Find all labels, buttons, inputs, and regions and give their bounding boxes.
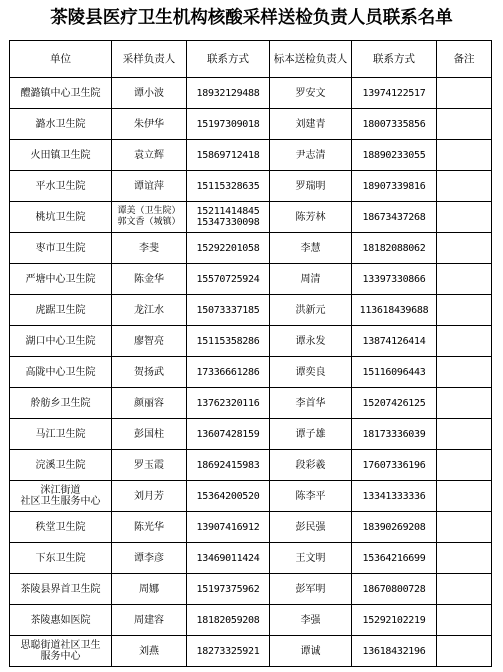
cell-courier-text: 谭奕良	[295, 366, 326, 378]
cell-sampler-text: 罗玉霞	[134, 459, 164, 471]
cell-sampler-phone	[187, 450, 270, 481]
cell-unit-text: 茶陵县界首卫生院	[20, 583, 101, 595]
cell-sampler-text: 谭美（卫生院）	[117, 206, 181, 216]
cell-courier-text: 周清	[300, 273, 321, 285]
header-sampler-phone: 联系方式	[187, 41, 270, 78]
cell-sampler	[112, 202, 187, 233]
cell-sampler-phone	[187, 357, 270, 388]
cell-sampler-phone	[187, 78, 270, 109]
cell-sampler-phone-text: 15115328635	[196, 180, 260, 192]
cell-unit-text: 严塘中心卫生院	[25, 273, 96, 285]
cell-unit	[10, 326, 112, 357]
cell-note	[437, 574, 492, 605]
cell-courier-text: 段彩羲	[295, 459, 326, 471]
cell-sampler-phone-text: 18273325921	[196, 645, 260, 657]
cell-courier-phone-text: 113618439688	[359, 304, 429, 316]
cell-note	[437, 326, 492, 357]
cell-courier-phone-text: 18007335856	[362, 118, 426, 130]
cell-sampler-text: 谭李彦	[134, 552, 164, 564]
table-row	[10, 388, 492, 419]
cell-sampler-phone	[187, 202, 270, 233]
cell-sampler	[112, 233, 187, 264]
cell-courier-phone-text: 13397330866	[362, 273, 426, 285]
cell-unit	[10, 636, 112, 667]
cell-courier-text: 谭诚	[300, 645, 321, 657]
table-row	[10, 605, 492, 636]
cell-courier-phone-text: 13618432196	[362, 645, 426, 657]
table-row	[10, 419, 492, 450]
table-row	[10, 574, 492, 605]
cell-courier	[270, 636, 352, 667]
cell-sampler-phone-text: 15570725924	[196, 273, 260, 285]
cell-courier-phone	[352, 295, 437, 326]
cell-courier-text: 李慧	[300, 242, 321, 254]
cell-courier-text: 陈芳林	[295, 211, 326, 223]
cell-courier-phone-text: 15292102219	[362, 614, 426, 626]
cell-sampler	[112, 264, 187, 295]
cell-courier	[270, 512, 352, 543]
cell-courier	[270, 481, 352, 512]
cell-unit-text: 社区卫生服务中心	[20, 496, 101, 507]
cell-note	[437, 171, 492, 202]
cell-sampler-phone-text: 15115358286	[196, 335, 260, 347]
cell-courier-phone-text: 13341333336	[362, 490, 426, 502]
cell-sampler	[112, 512, 187, 543]
cell-sampler-text: 郭文香（城镇）	[117, 217, 181, 227]
cell-note	[437, 264, 492, 295]
cell-unit-text: 茶陵惠如医院	[30, 614, 91, 626]
table-row	[10, 233, 492, 264]
cell-unit	[10, 481, 112, 512]
cell-sampler-phone	[187, 109, 270, 140]
cell-sampler	[112, 574, 187, 605]
table-body	[10, 78, 492, 667]
cell-unit	[10, 512, 112, 543]
cell-courier-phone	[352, 78, 437, 109]
cell-note	[437, 450, 492, 481]
cell-courier-phone	[352, 388, 437, 419]
cell-courier-phone	[352, 605, 437, 636]
cell-courier-phone	[352, 481, 437, 512]
cell-courier	[270, 171, 352, 202]
contact-table	[9, 40, 492, 667]
cell-note	[437, 419, 492, 450]
cell-unit-text: 洣江街道	[40, 485, 81, 496]
cell-unit	[10, 357, 112, 388]
table-row	[10, 357, 492, 388]
table-row	[10, 481, 492, 512]
cell-courier-text: 彭民强	[295, 521, 326, 533]
cell-courier-phone-text: 18182088062	[362, 242, 426, 254]
cell-courier-phone-text: 13874126414	[362, 335, 426, 347]
header-unit: 单位	[10, 41, 112, 78]
cell-sampler-text: 周娜	[139, 583, 159, 595]
cell-sampler	[112, 481, 187, 512]
cell-unit-text: 思聪街道社区卫生	[20, 640, 101, 651]
cell-sampler-text: 刘燕	[139, 645, 159, 657]
cell-sampler-phone	[187, 419, 270, 450]
cell-courier	[270, 357, 352, 388]
cell-courier-phone	[352, 636, 437, 667]
cell-sampler-phone	[187, 233, 270, 264]
cell-sampler	[112, 295, 187, 326]
cell-unit-text: 舲舫乡卫生院	[30, 397, 91, 409]
cell-sampler-text: 颜丽容	[134, 397, 164, 409]
cell-courier-phone	[352, 543, 437, 574]
cell-sampler-phone-text: 15211414845	[196, 206, 260, 217]
cell-note	[437, 636, 492, 667]
cell-courier-phone-text: 15364216699	[362, 552, 426, 564]
cell-sampler-text: 贺扬武	[134, 366, 164, 378]
cell-unit	[10, 78, 112, 109]
cell-courier-phone	[352, 109, 437, 140]
cell-sampler-phone	[187, 140, 270, 171]
cell-courier	[270, 605, 352, 636]
cell-unit	[10, 388, 112, 419]
cell-unit	[10, 419, 112, 450]
cell-courier	[270, 78, 352, 109]
cell-note	[437, 140, 492, 171]
cell-unit-text: 枣市卫生院	[35, 242, 86, 254]
cell-courier-phone	[352, 264, 437, 295]
cell-courier-phone-text: 18907339816	[362, 180, 426, 192]
cell-unit	[10, 171, 112, 202]
cell-sampler-phone-text: 18932129488	[196, 87, 260, 99]
cell-courier-text: 谭永发	[295, 335, 326, 347]
cell-courier	[270, 543, 352, 574]
table-row	[10, 264, 492, 295]
cell-courier	[270, 140, 352, 171]
cell-unit-text: 马江卫生院	[35, 428, 86, 440]
cell-sampler-phone-text: 13762320116	[196, 397, 260, 409]
header-courier: 标本送检负责人	[270, 41, 352, 78]
cell-sampler-phone	[187, 605, 270, 636]
cell-note	[437, 202, 492, 233]
cell-note	[437, 481, 492, 512]
cell-unit	[10, 450, 112, 481]
table-row	[10, 512, 492, 543]
cell-courier-text: 刘建青	[295, 118, 326, 130]
cell-unit	[10, 295, 112, 326]
cell-sampler-phone-text: 17336661286	[196, 366, 260, 378]
table-row	[10, 326, 492, 357]
cell-unit-text: 湖口中心卫生院	[25, 335, 96, 347]
cell-unit-text: 潞水卫生院	[35, 118, 86, 130]
cell-courier-phone-text: 18670800728	[362, 583, 426, 595]
cell-courier-phone-text: 18390269208	[362, 521, 426, 533]
page-title: 茶陵县医疗卫生机构核酸采样送检负责人员联系名单	[50, 8, 453, 28]
cell-courier	[270, 233, 352, 264]
cell-courier	[270, 109, 352, 140]
cell-sampler-phone	[187, 636, 270, 667]
cell-sampler-phone-text: 18182059208	[196, 614, 260, 626]
cell-courier-phone	[352, 202, 437, 233]
cell-sampler-phone	[187, 543, 270, 574]
cell-unit	[10, 605, 112, 636]
cell-sampler-phone-text: 13907416912	[196, 521, 260, 533]
table-header-row	[10, 41, 492, 78]
cell-note	[437, 357, 492, 388]
table-row	[10, 636, 492, 667]
cell-courier-phone	[352, 357, 437, 388]
cell-unit-text: 火田镇卫生院	[30, 149, 91, 161]
cell-sampler-text: 廖智亮	[134, 335, 164, 347]
cell-courier	[270, 202, 352, 233]
cell-sampler-phone-text: 15073337185	[196, 304, 260, 316]
cell-courier-text: 罗安文	[295, 87, 326, 99]
table-row	[10, 78, 492, 109]
cell-unit	[10, 109, 112, 140]
cell-sampler-text: 谭小波	[134, 87, 164, 99]
cell-unit-text: 虎踞卫生院	[35, 304, 86, 316]
cell-sampler	[112, 636, 187, 667]
cell-courier-text: 陈李平	[295, 490, 326, 502]
cell-sampler-phone-text: 15869712418	[196, 149, 260, 161]
cell-courier-phone-text: 15116096443	[362, 366, 426, 378]
cell-sampler-text: 龙江水	[134, 304, 164, 316]
cell-courier-phone-text: 18673437268	[362, 211, 426, 223]
cell-note	[437, 543, 492, 574]
cell-unit-text: 平水卫生院	[35, 180, 86, 192]
cell-courier-phone	[352, 574, 437, 605]
table-row	[10, 202, 492, 233]
cell-courier-text: 李首华	[295, 397, 326, 409]
cell-sampler-phone	[187, 171, 270, 202]
cell-sampler-text: 袁立辉	[134, 149, 164, 161]
cell-sampler-phone-text: 13607428159	[196, 428, 260, 440]
cell-courier-phone-text: 18173336039	[362, 428, 426, 440]
cell-courier-text: 彭军明	[295, 583, 326, 595]
cell-courier-phone	[352, 171, 437, 202]
cell-note	[437, 512, 492, 543]
cell-sampler-text: 李斐	[139, 242, 159, 254]
cell-courier-phone	[352, 233, 437, 264]
cell-courier-text: 李强	[300, 614, 321, 626]
cell-sampler-text: 谭谊萍	[134, 180, 164, 192]
cell-courier-phone-text: 13974122517	[362, 87, 426, 99]
header-sampler: 采样负责人	[112, 41, 187, 78]
table-row	[10, 295, 492, 326]
cell-unit-text: 服务中心	[40, 651, 81, 662]
cell-sampler-phone	[187, 295, 270, 326]
cell-sampler-phone	[187, 326, 270, 357]
cell-courier	[270, 295, 352, 326]
cell-courier	[270, 326, 352, 357]
cell-courier-text: 罗瑞明	[295, 180, 326, 192]
cell-sampler	[112, 109, 187, 140]
cell-note	[437, 605, 492, 636]
cell-unit-text: 醴潞镇中心卫生院	[20, 87, 101, 99]
table-row	[10, 543, 492, 574]
cell-unit-text: 高陇中心卫生院	[25, 366, 96, 378]
cell-unit-text: 桃坑卫生院	[35, 211, 86, 223]
cell-sampler-phone-text: 13469011424	[196, 552, 260, 564]
cell-sampler-phone-text: 15197309018	[196, 118, 260, 130]
cell-sampler	[112, 450, 187, 481]
cell-sampler-text: 陈金华	[134, 273, 164, 285]
header-note: 备注	[437, 41, 492, 78]
cell-unit-text: 下东卫生院	[35, 552, 86, 564]
cell-sampler-phone-text: 18692415983	[196, 459, 260, 471]
cell-sampler	[112, 419, 187, 450]
cell-courier-phone-text: 18890233055	[362, 149, 426, 161]
cell-sampler-phone	[187, 264, 270, 295]
cell-courier-text: 尹志清	[295, 149, 326, 161]
cell-sampler	[112, 605, 187, 636]
cell-courier-text: 洪新元	[295, 304, 326, 316]
cell-unit	[10, 574, 112, 605]
cell-sampler-phone	[187, 388, 270, 419]
header-courier-phone: 联系方式	[352, 41, 437, 78]
cell-note	[437, 109, 492, 140]
cell-sampler-phone-text: 15197375962	[196, 583, 260, 595]
cell-sampler	[112, 388, 187, 419]
cell-unit-text: 浣溪卫生院	[35, 459, 86, 471]
cell-unit	[10, 543, 112, 574]
cell-courier-phone	[352, 419, 437, 450]
cell-courier	[270, 388, 352, 419]
cell-courier-phone	[352, 326, 437, 357]
cell-sampler-text: 刘月芳	[134, 490, 164, 502]
cell-sampler-phone	[187, 574, 270, 605]
cell-sampler-text: 彭国柱	[134, 428, 164, 440]
cell-sampler-text: 陈光华	[134, 521, 164, 533]
cell-courier-phone	[352, 512, 437, 543]
table-row	[10, 140, 492, 171]
cell-courier	[270, 574, 352, 605]
cell-sampler	[112, 78, 187, 109]
cell-note	[437, 233, 492, 264]
cell-sampler-text: 周建容	[134, 614, 164, 626]
table-row	[10, 171, 492, 202]
cell-note	[437, 295, 492, 326]
cell-sampler-phone-text: 15292201058	[196, 242, 260, 254]
cell-sampler-phone-text: 15347330098	[196, 217, 260, 228]
cell-courier-text: 谭子雄	[295, 428, 326, 440]
cell-unit	[10, 202, 112, 233]
cell-sampler	[112, 543, 187, 574]
cell-courier	[270, 450, 352, 481]
cell-note	[437, 388, 492, 419]
cell-sampler-phone-text: 15364200520	[196, 490, 260, 502]
cell-sampler	[112, 171, 187, 202]
cell-courier-phone	[352, 140, 437, 171]
cell-courier-phone-text: 15207426125	[362, 397, 426, 409]
table-row	[10, 109, 492, 140]
cell-courier	[270, 264, 352, 295]
cell-sampler	[112, 326, 187, 357]
cell-courier-text: 王文明	[295, 552, 326, 564]
cell-unit-text: 秩堂卫生院	[35, 521, 86, 533]
cell-unit	[10, 264, 112, 295]
cell-note	[437, 78, 492, 109]
cell-sampler-phone	[187, 512, 270, 543]
cell-courier	[270, 419, 352, 450]
cell-sampler	[112, 357, 187, 388]
cell-sampler-text: 朱伊华	[134, 118, 164, 130]
cell-unit	[10, 233, 112, 264]
table-row	[10, 450, 492, 481]
cell-unit	[10, 140, 112, 171]
cell-courier-phone	[352, 450, 437, 481]
cell-sampler-phone	[187, 481, 270, 512]
cell-courier-phone-text: 17607336196	[362, 459, 426, 471]
cell-sampler	[112, 140, 187, 171]
